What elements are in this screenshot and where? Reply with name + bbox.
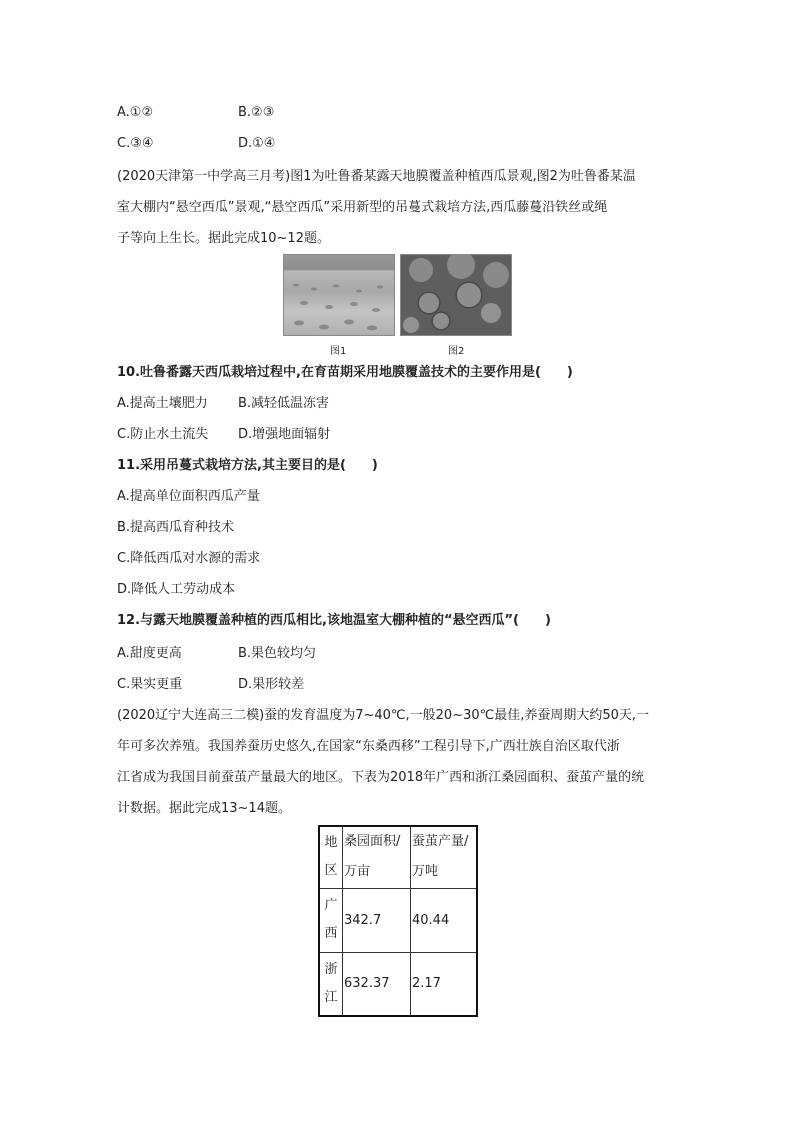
q10-option-b: B.减轻低温冻害: [238, 396, 330, 411]
passage2-line3: 江省成为我国目前蚕茧产量最大的地区。下表为2018年广西和浙江桑园面积、蚕茧产量的统: [117, 770, 645, 785]
q9-option-a: A.①②: [117, 105, 154, 120]
table-row: [319, 888, 477, 952]
q9-option-b: B.②③: [238, 105, 275, 120]
header-output-line1: 蚕茧产量/: [412, 834, 469, 850]
region-line2: 江: [324, 989, 338, 1005]
passage1-line3: 子等向上生长。据此完成10~12题。: [117, 231, 330, 246]
figure-2-caption: 图2: [448, 346, 465, 357]
header-output-line2: 万吨: [412, 864, 439, 880]
output-cell: 2.17: [411, 952, 478, 1016]
q10-stem: 10.吐鲁番露天西瓜栽培过程中,在育苗期采用地膜覆盖技术的主要作用是( ): [117, 365, 573, 380]
passage1-line1: (2020天津第一中学高三月考)图1为吐鲁番某露天地膜覆盖种植西瓜景观,图2为吐鲁番某温: [117, 169, 636, 184]
region-cell: [319, 952, 343, 1016]
q11-option-b: B.提高西瓜育种技术: [117, 520, 235, 535]
greenhouse-scene: [401, 255, 511, 335]
region-line1: 广: [324, 898, 338, 913]
header-region-line1: 地: [324, 835, 338, 851]
q10-option-c: C.防止水土流失: [117, 427, 209, 442]
field-scene: [284, 255, 394, 335]
q11-option-c: C.降低西瓜对水源的需求: [117, 551, 261, 566]
header-region: [319, 826, 343, 888]
q12-option-a: A.甜度更高: [117, 646, 182, 661]
passage2-line2: 年可多次养殖。我国养蚕历史悠久,在国家“东桑西移”工程引导下,广西壮族自治区取代浙: [117, 739, 620, 754]
table-row: [319, 952, 477, 1016]
figure-2-greenhouse-photo: [400, 254, 512, 336]
header-cocoon-output: [411, 826, 478, 888]
region-line1: 浙: [324, 961, 338, 977]
q11-stem: 11.采用吊蔓式栽培方法,其主要目的是( ): [117, 458, 378, 473]
area-cell: 632.37: [343, 952, 411, 1016]
area-cell: 342.7: [343, 888, 411, 952]
header-mulberry-area: [343, 826, 411, 888]
passage2-line4: 计数据。据此完成13~14题。: [117, 801, 291, 816]
table-header-row: [319, 826, 477, 888]
passage1-line2: 室大棚内“悬空西瓜”景观,“悬空西瓜”采用新型的吊蔓式栽培方法,西瓜藤蔓沿铁丝或绳: [117, 200, 608, 215]
q12-option-c: C.果实更重: [117, 677, 183, 692]
q9-option-c: C.③④: [117, 136, 154, 151]
figure-1-caption: 图1: [330, 346, 347, 357]
header-region-line2: 区: [324, 863, 338, 879]
header-area-line1: 桑园面积/: [344, 834, 401, 850]
q12-option-b: B.果色较均匀: [238, 646, 317, 661]
q10-option-d: D.增强地面辐射: [238, 427, 331, 442]
figure-1-field-photo: [283, 254, 395, 336]
passage2-line1: (2020辽宁大连高三二模)蚕的发育温度为7~40℃,一般20~30℃最佳,养蚕周期大约50天,一: [117, 708, 650, 723]
q12-option-d: D.果形较差: [238, 677, 305, 692]
region-cell: [319, 888, 343, 952]
region-line2: 西: [324, 926, 338, 941]
q11-option-d: D.降低人工劳动成本: [117, 582, 236, 597]
sericulture-data-table: [318, 825, 478, 1017]
output-cell: 40.44: [411, 888, 478, 952]
header-area-line2: 万亩: [344, 864, 371, 880]
q10-option-a: A.提高土壤肥力: [117, 396, 208, 411]
q11-option-a: A.提高单位面积西瓜产量: [117, 489, 260, 504]
q9-option-d: D.①④: [238, 136, 276, 151]
q12-stem: 12.与露天地膜覆盖种植的西瓜相比,该地温室大棚种植的“悬空西瓜”( ): [117, 613, 551, 628]
